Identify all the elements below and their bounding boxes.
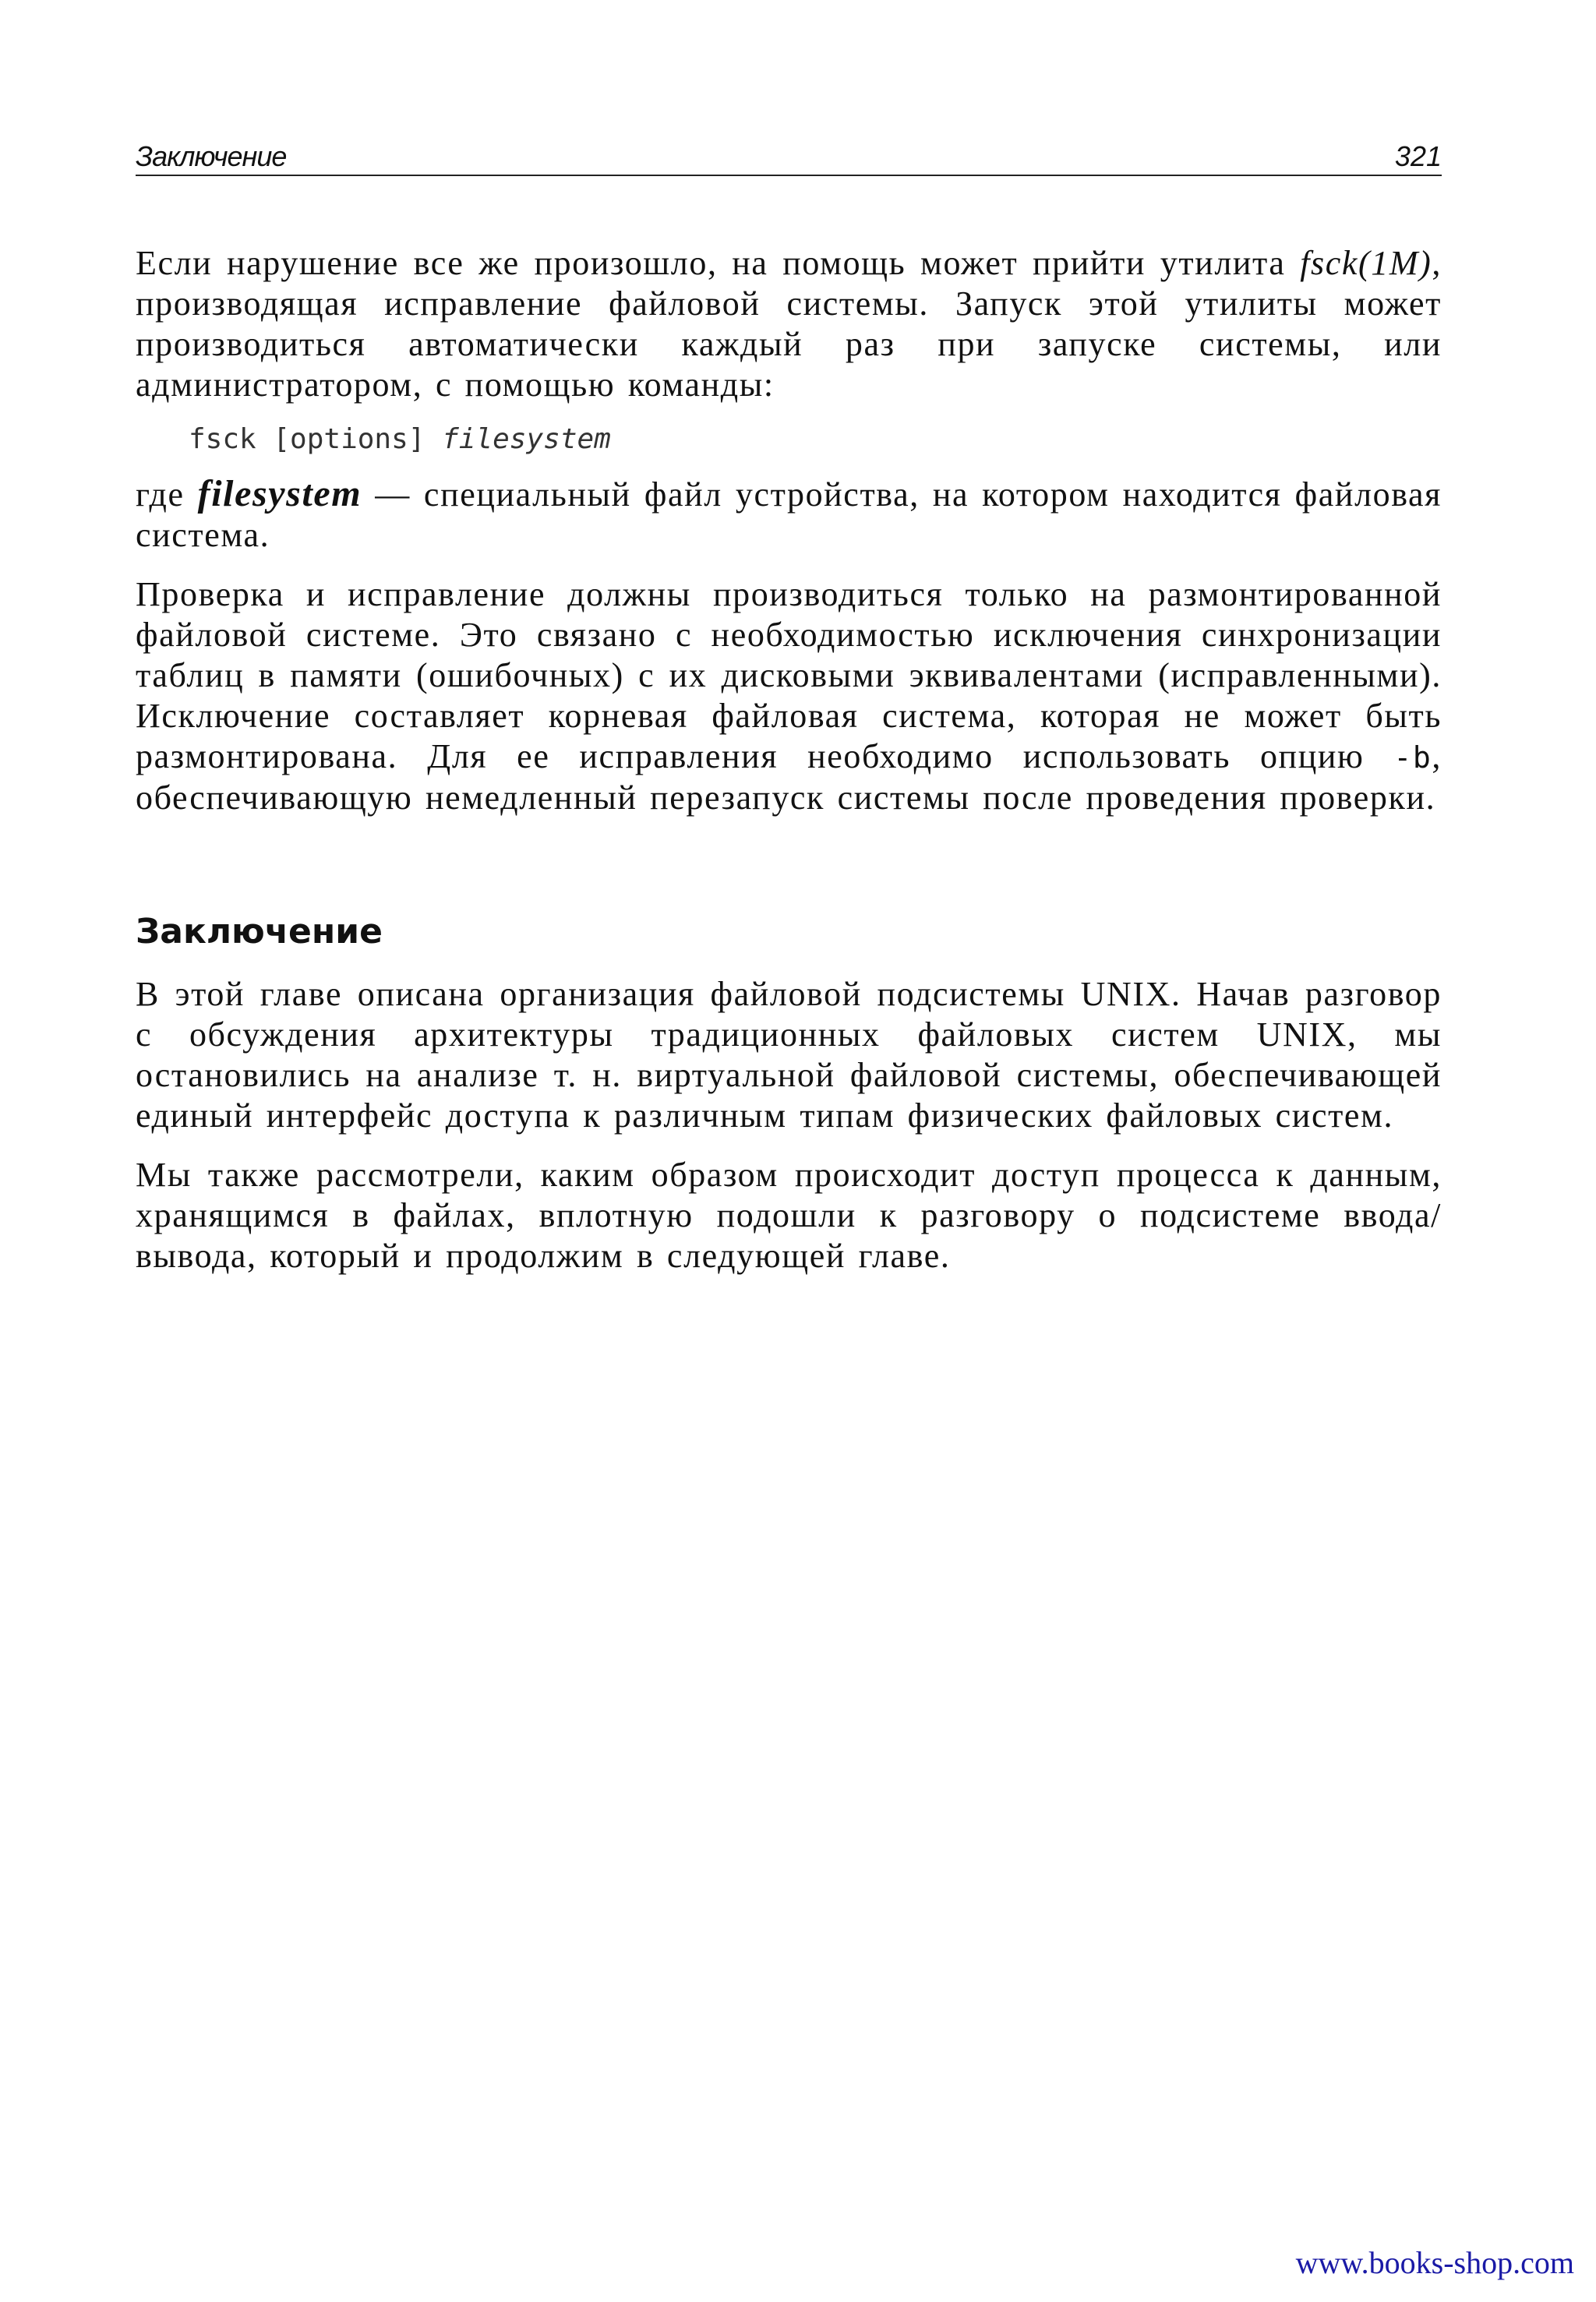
- command-argument: filesystem: [442, 423, 611, 455]
- man-reference: fsck(1M): [1300, 244, 1432, 282]
- running-header: [136, 137, 1442, 176]
- paragraph-conclusion-2: Мы также рассмотрели, каким образом происходит доступ процесса к данным, хранящимся в файлах, вплотную подошли к разговору о подсистеме ввода/вывода, который и продолжим в следующей главе.: [136, 1156, 1442, 1275]
- paragraph-filesystem-definition: [136, 474, 1442, 556]
- paragraph-fsck-intro: [136, 243, 1442, 405]
- website-link[interactable]: www.books-shop.com: [1295, 2245, 1574, 2280]
- section-heading: Заключение: [136, 912, 383, 952]
- paragraph-text: Если нарушение все же произошло, на помощь может прийти утилита: [136, 244, 1301, 282]
- page-body: [136, 243, 1442, 1276]
- paragraph-text: , производящая исправление файловой системы. Запуск этой утилиты может производиться автоматически каждый раз при запуске системы, или администратором, с помощью команды:: [136, 244, 1442, 404]
- paragraph-unmounted-check: [136, 574, 1442, 818]
- command-example: [189, 419, 1442, 460]
- term-filesystem: filesystem: [197, 473, 362, 514]
- paragraph-conclusion-1: В этой главе описана организация файловой подсистемы UNIX. Начав разговор с обсуждения архитектуры традиционных файловых систем UNIX, мы остановились на анализе т. н. виртуальной файловой системы, обеспечивающей единый интерфейс доступа к различным типам физических файловых систем.: [136, 975, 1442, 1135]
- paragraph-text: , обеспечивающую немедленный перезапуск системы после проведения проверки.: [136, 737, 1442, 817]
- paragraph-text: где: [136, 475, 198, 514]
- paragraph-text: — специальный файл устройства, на котором находится файловая система.: [136, 475, 1442, 554]
- page-number: 321: [1394, 140, 1442, 172]
- option-flag: -b: [1393, 740, 1432, 775]
- command-text: fsck [options]: [189, 423, 443, 455]
- running-header-title: Заключение: [136, 140, 287, 172]
- paragraph-text: Проверка и исправление должны производиться только на размонтированной файловой системе. Это связано с необходимостью исключения синхронизации таблиц в памяти (ошибочных) с их дисковыми эквивалентами (исправленными). Исключение составляет корневая файловая система, которая не может быть размонтирована. Для ее исправления необходимо использовать опцию: [136, 575, 1442, 775]
